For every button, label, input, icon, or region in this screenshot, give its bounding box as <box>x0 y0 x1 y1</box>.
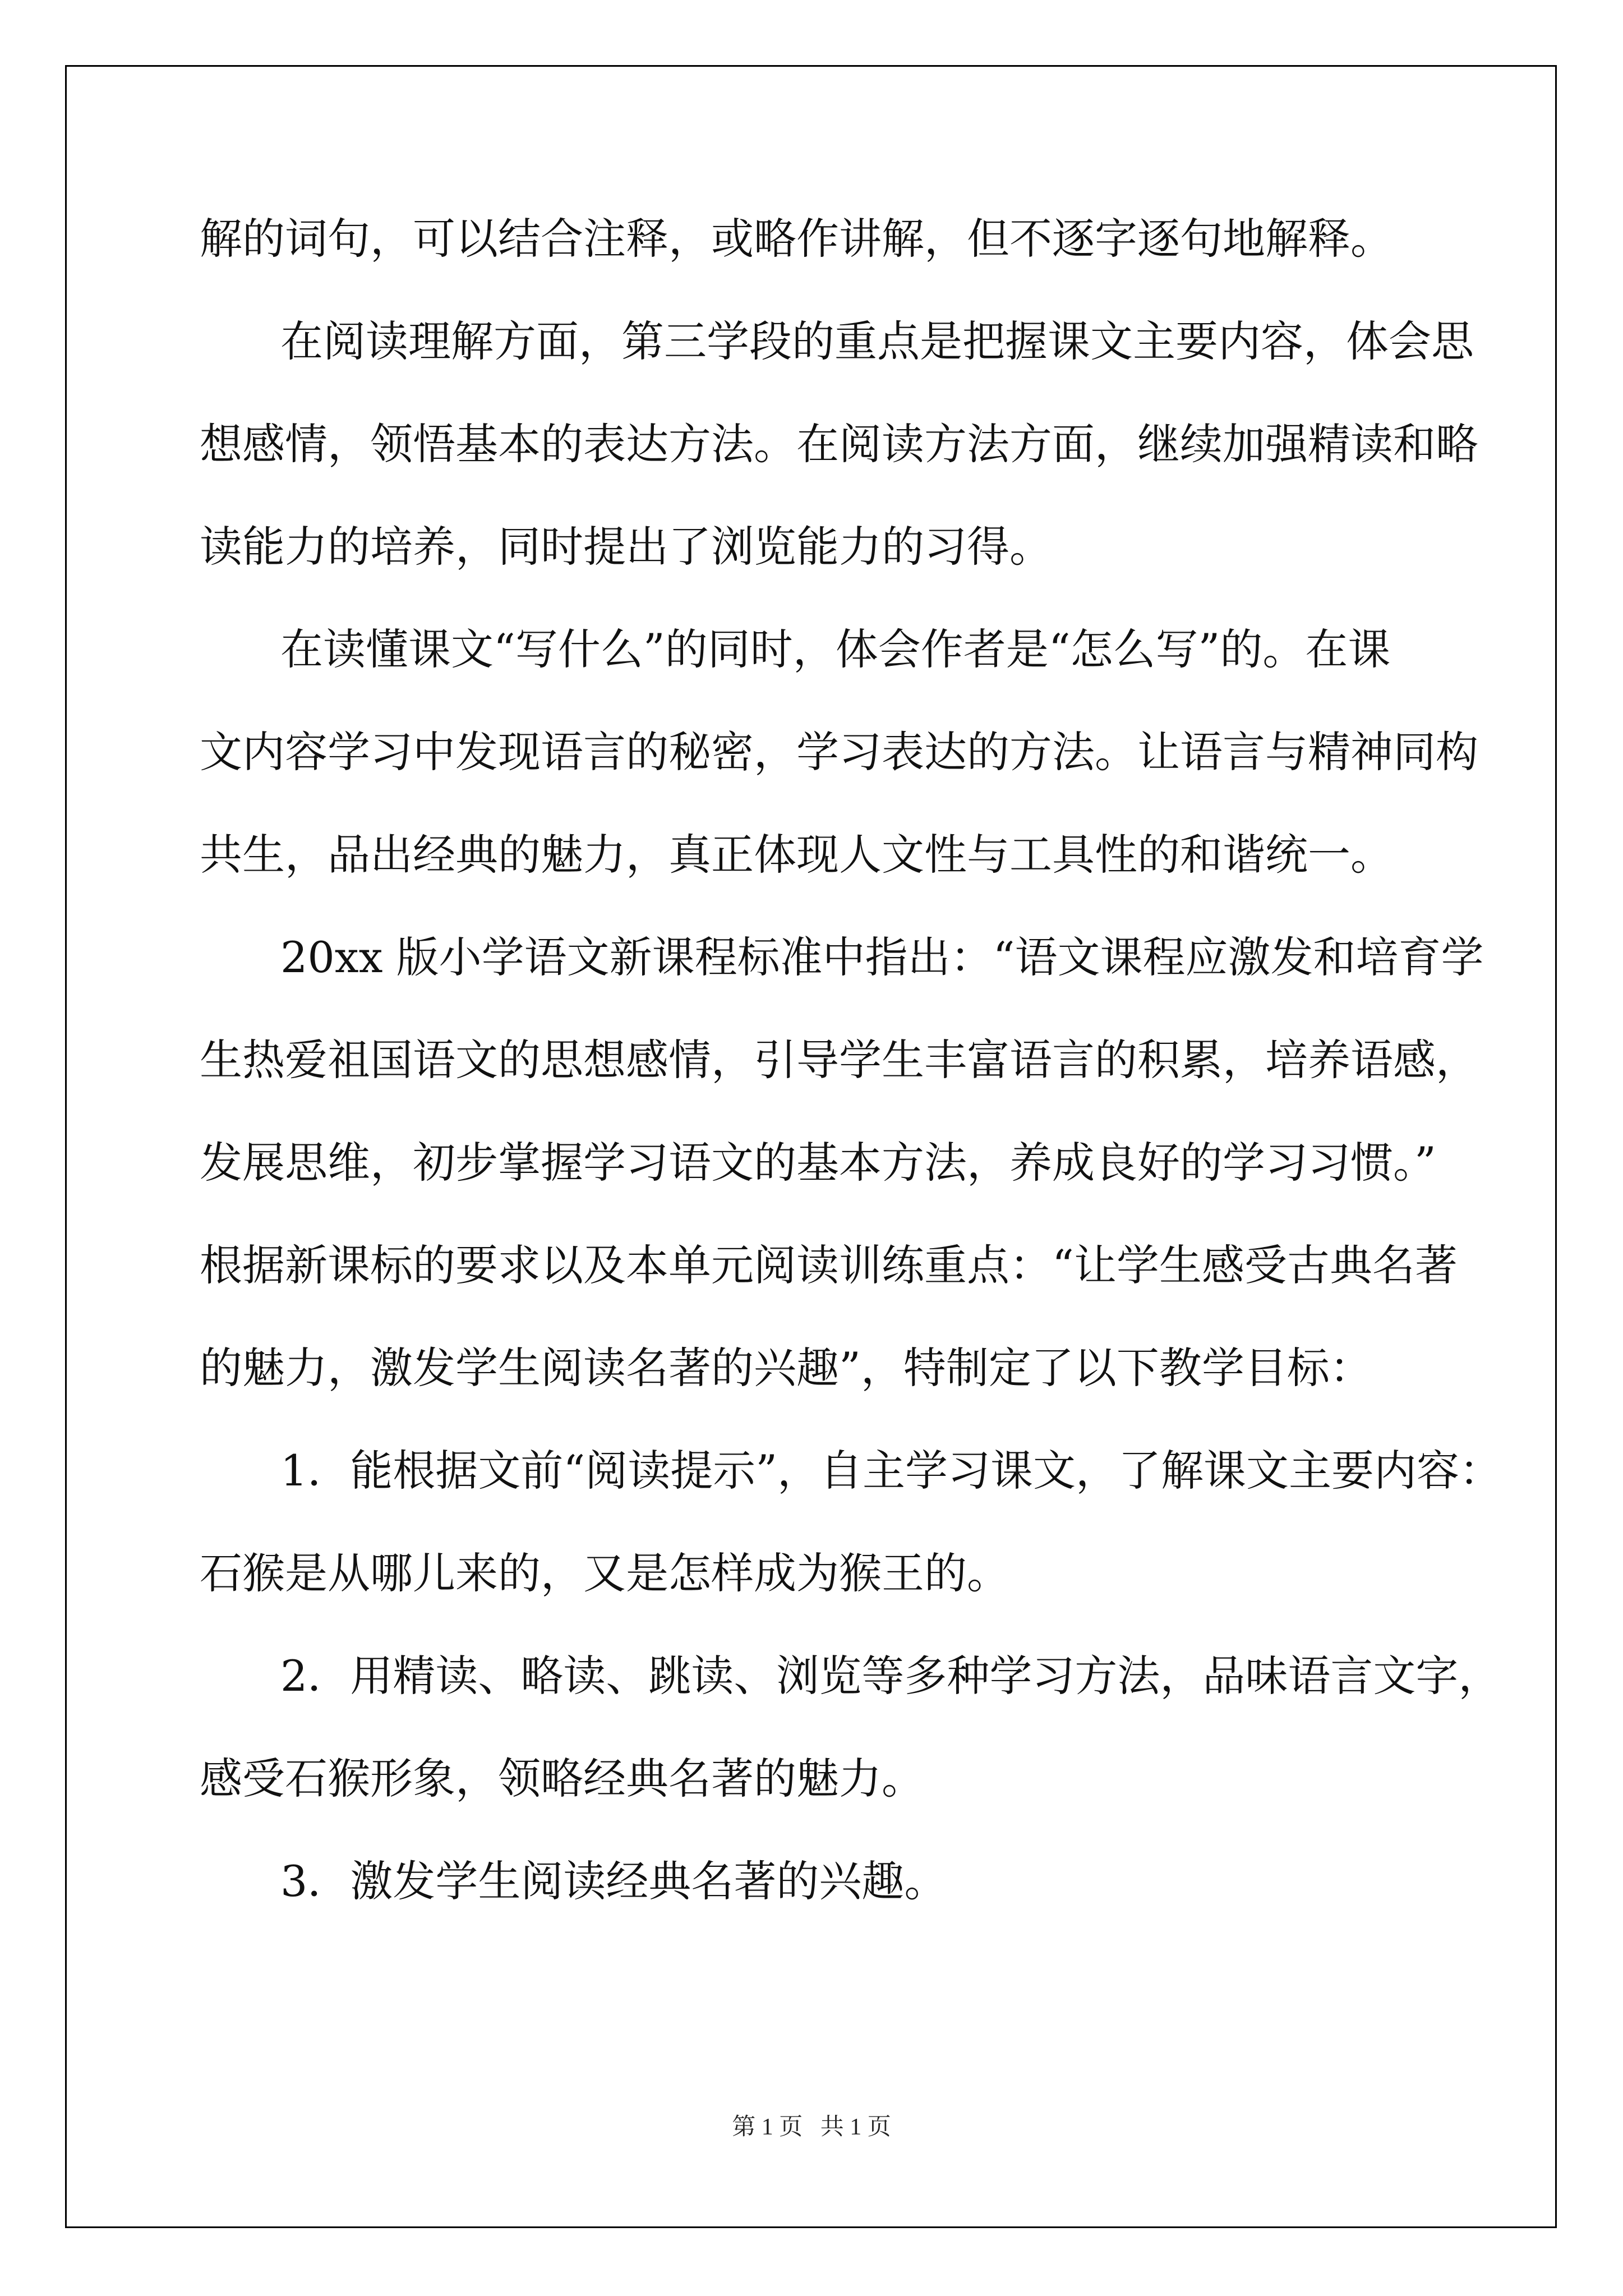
text-line: 发展思维，初步掌握学习语文的基本方法，养成良好的学习习惯。” <box>200 1138 1436 1188</box>
page-footer: 第 1 页 共 1 页 <box>732 2114 891 2140</box>
text-line: 在读懂课文“写什么”的同时，体会作者是“怎么写”的。在课 <box>280 624 1391 674</box>
text-line: 解的词句，可以结合注释，或略作讲解，但不逐字逐句地解释。 <box>200 214 1393 264</box>
text-line: 2．用精读、略读、跳读、浏览等多种学习方法，品味语言文字， <box>280 1651 1501 1701</box>
text-line: 想感情，领悟基本的表达方法。在阅读方法方面，继续加强精读和略 <box>200 419 1478 469</box>
text-line: 生热爱祖国语文的思想感情，引导学生丰富语言的积累，培养语感， <box>200 1035 1478 1085</box>
text-line: 感受石猴形象，领略经典名著的魅力。 <box>200 1754 924 1803</box>
text-line: 根据新课标的要求以及本单元阅读训练重点：“让学生感受古典名著 <box>200 1240 1458 1290</box>
text-line: 共生，品出经典的魅力，真正体现人文性与工具性的和谐统一。 <box>200 830 1393 880</box>
text-line: 在阅读理解方面，第三学段的重点是把握课文主要内容，体会思 <box>280 316 1474 366</box>
text-line: 1．能根据文前“阅读提示”，自主学习课文，了解课文主要内容： <box>280 1446 1502 1496</box>
text-line: 文内容学习中发现语言的秘密，学习表达的方法。让语言与精神同构 <box>200 727 1478 777</box>
text-line: 石猴是从哪儿来的，又是怎样成为猴王的。 <box>200 1548 1009 1598</box>
text-line: 3．激发学生阅读经典名著的兴趣。 <box>280 1856 947 1906</box>
text-line: 的魅力，激发学生阅读名著的兴趣”，特制定了以下教学目标： <box>200 1343 1372 1393</box>
text-line: 读能力的培养，同时提出了浏览能力的习得。 <box>200 522 1052 572</box>
text-line: 20xx 版小学语文新课程标准中指出：“语文课程应激发和培育学 <box>280 932 1484 982</box>
